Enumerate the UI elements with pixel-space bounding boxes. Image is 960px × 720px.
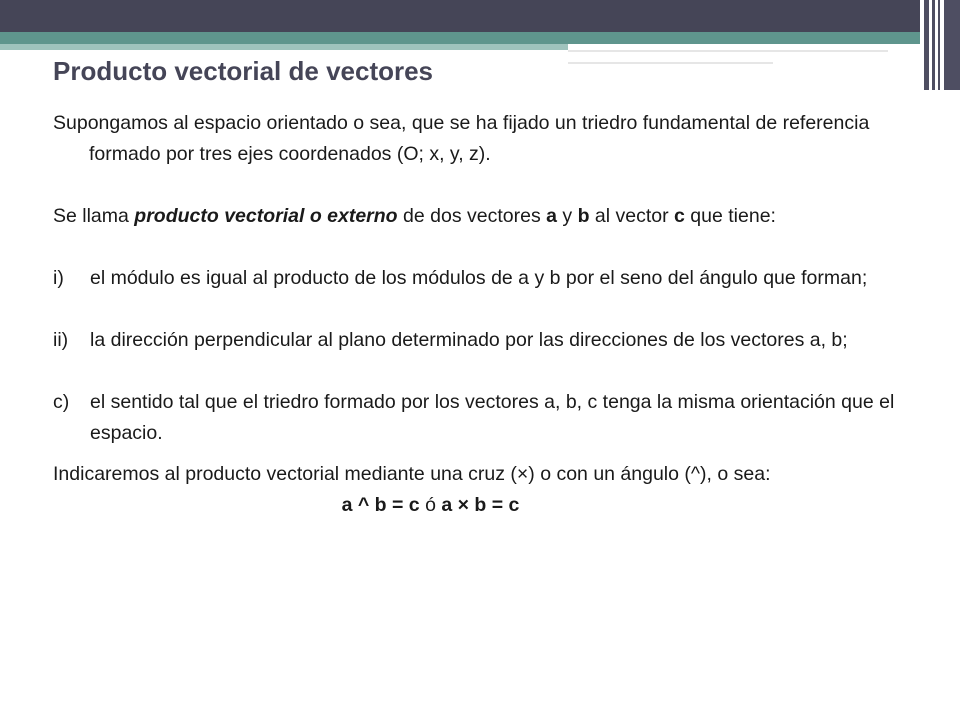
header-bar — [0, 0, 960, 32]
formula-right: a × b = c — [441, 494, 520, 516]
vector-b: b — [577, 205, 590, 227]
intro-paragraph: Supongamos al espacio orientado o sea, que se ha fijado un triedro fundamental de referencia formado por tres ejes coordenados (O; x, y, z). — [53, 112, 870, 165]
slide-body — [53, 108, 913, 521]
spacer — [53, 356, 913, 387]
list-item-text: el módulo es igual al producto de los módulos de a y b por el seno del ángulo que forman; — [90, 267, 868, 289]
formula — [53, 490, 913, 521]
stripe — [944, 0, 960, 90]
definition-text: Se llama — [53, 205, 135, 227]
definition-text: al vector — [589, 205, 675, 227]
spacer — [53, 449, 913, 459]
list-marker: ii) — [53, 329, 69, 351]
formula-left: a ^ b = c — [341, 494, 420, 516]
list-item — [53, 387, 913, 449]
accent-bar-light — [0, 44, 568, 50]
stripe — [924, 0, 929, 90]
slide-title: Producto vectorial de vectores — [53, 56, 434, 86]
accent-bar — [0, 32, 960, 44]
list-item — [53, 263, 913, 294]
spacer — [53, 170, 913, 201]
list-item — [53, 325, 913, 356]
vector-a: a — [546, 205, 557, 227]
stripe — [932, 0, 935, 90]
list-marker: i) — [53, 267, 64, 289]
decorative-line — [568, 50, 888, 52]
list-marker: c) — [53, 391, 70, 413]
vector-c: c — [674, 205, 685, 227]
definition-text: y — [556, 205, 578, 227]
list-item-text: el sentido tal que el triedro formado por los vectores a, b, c tenga la misma orientación que el espacio. — [90, 391, 895, 444]
definition-text: que tiene: — [684, 205, 776, 227]
formula-or: ó — [425, 494, 436, 516]
definition-paragraph — [53, 201, 913, 232]
decorative-line — [568, 62, 773, 64]
spacer — [53, 232, 913, 263]
definition-text: de dos vectores — [397, 205, 547, 227]
list-item-text: la dirección perpendicular al plano determinado por las direcciones de los vectores a, b; — [90, 329, 848, 351]
stripe — [938, 0, 940, 90]
decorative-stripes — [920, 0, 960, 100]
definition-term: producto vectorial o externo — [134, 205, 398, 227]
notation-paragraph: Indicaremos al producto vectorial mediante una cruz (×) o con un ángulo (^), o sea: — [53, 463, 771, 485]
spacer — [53, 294, 913, 325]
